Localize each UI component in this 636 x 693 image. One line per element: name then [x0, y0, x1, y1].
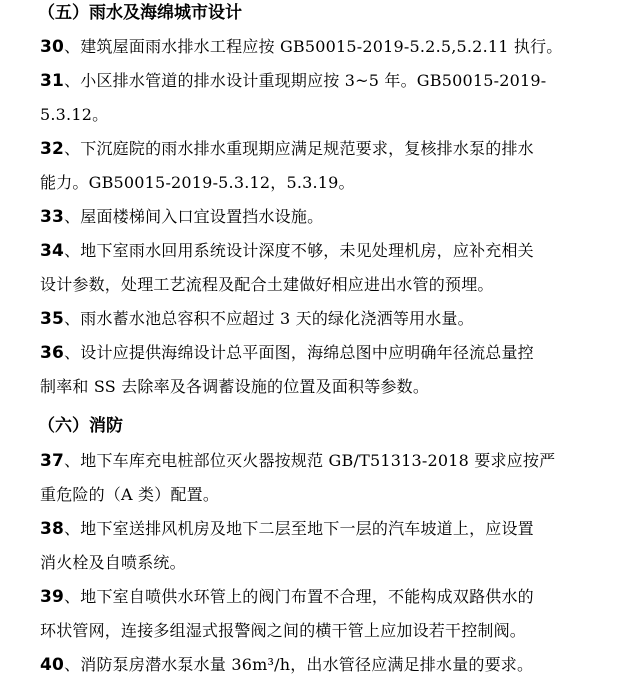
item-separator: 、	[64, 343, 81, 362]
item-separator: 、	[64, 37, 81, 56]
item-line	[40, 64, 596, 98]
item-text: 屋面楼梯间入口宜设置挡水设施。	[80, 207, 324, 226]
item-separator: 、	[64, 207, 81, 226]
list-item	[40, 648, 596, 682]
list-item	[40, 302, 596, 336]
item-number: 39	[40, 587, 65, 607]
section-heading-5: （五）雨水及海绵城市设计	[38, 3, 242, 23]
item-line	[40, 512, 596, 546]
item-line	[40, 478, 596, 512]
item-line	[40, 98, 596, 132]
item-text: 地下室雨水回用系统设计深度不够，未见处理机房，应补充相关	[80, 241, 534, 260]
item-text: 下沉庭院的雨水排水重现期应满足规范要求，复核排水泵的排水	[80, 139, 534, 158]
item-line	[40, 336, 596, 370]
item-line	[40, 648, 596, 682]
item-separator: 、	[64, 587, 81, 606]
item-text: 建筑屋面雨水排水工程应按 GB50015-2019-5.2.5,5.2.11 执行。	[80, 37, 563, 56]
item-line	[40, 30, 596, 64]
item-text: 5.3.12。	[40, 105, 109, 124]
item-separator: 、	[64, 241, 81, 260]
item-line	[40, 370, 596, 404]
item-number: 40	[40, 655, 65, 675]
item-text: 雨水蓄水池总容积不应超过 3 天的绿化浇洒等用水量。	[80, 309, 474, 328]
list-item	[40, 336, 596, 404]
item-text: 设计参数，处理工艺流程及配合土建做好相应进出水管的预埋。	[40, 275, 494, 294]
item-line	[40, 614, 596, 648]
item-separator: 、	[64, 519, 81, 538]
item-number: 32	[40, 139, 65, 159]
list-item	[40, 444, 596, 512]
item-separator: 、	[64, 309, 81, 328]
item-text: 环状管网，连接多组湿式报警阀之间的横干管上应加设若干控制阀。	[40, 621, 527, 640]
item-line	[40, 444, 596, 478]
item-text: 重危险的（A 类）配置。	[40, 485, 220, 504]
item-line	[40, 268, 596, 302]
item-number: 31	[40, 71, 65, 91]
item-line	[40, 302, 596, 336]
item-line	[40, 166, 596, 200]
item-number: 35	[40, 309, 65, 329]
item-text: 设计应提供海绵设计总平面图，海绵总图中应明确年径流总量控	[80, 343, 534, 362]
list-item	[40, 234, 596, 302]
item-separator: 、	[64, 71, 81, 90]
item-number: 37	[40, 451, 65, 471]
item-separator: 、	[64, 139, 81, 158]
item-number: 34	[40, 241, 65, 261]
list-item	[40, 132, 596, 200]
list-item	[40, 200, 596, 234]
item-text: 小区排水管道的排水设计重现期应按 3~5 年。GB50015-2019-	[80, 71, 547, 90]
item-text: 制率和 SS 去除率及各调蓄设施的位置及面积等参数。	[40, 377, 430, 396]
list-item	[40, 64, 596, 132]
item-number: 33	[40, 207, 65, 227]
item-separator: 、	[64, 655, 81, 674]
item-line	[40, 546, 596, 580]
item-text: 地下车库充电桩部位灭火器按规范 GB/T51313-2018 要求应按严	[80, 451, 556, 470]
section-heading-6: （六）消防	[38, 416, 123, 436]
list-item	[40, 512, 596, 580]
item-line	[40, 234, 596, 268]
item-number: 36	[40, 343, 65, 363]
item-line	[40, 200, 596, 234]
item-text: 消火栓及自喷系统。	[40, 553, 186, 572]
item-text: 消防泵房潜水泵水量 36m³/h，出水管径应满足排水量的要求。	[80, 655, 534, 674]
item-number: 38	[40, 519, 65, 539]
list-item	[40, 580, 596, 648]
item-line	[40, 580, 596, 614]
item-separator: 、	[64, 451, 81, 470]
list-item	[40, 30, 596, 64]
item-line	[40, 132, 596, 166]
item-text: 地下室送排风机房及地下二层至地下一层的汽车坡道上，应设置	[80, 519, 534, 538]
item-number: 30	[40, 37, 65, 57]
item-text: 能力。GB50015-2019-5.3.12，5.3.19。	[40, 173, 355, 192]
item-text: 地下室自喷供水环管上的阀门布置不合理，不能构成双路供水的	[80, 587, 534, 606]
